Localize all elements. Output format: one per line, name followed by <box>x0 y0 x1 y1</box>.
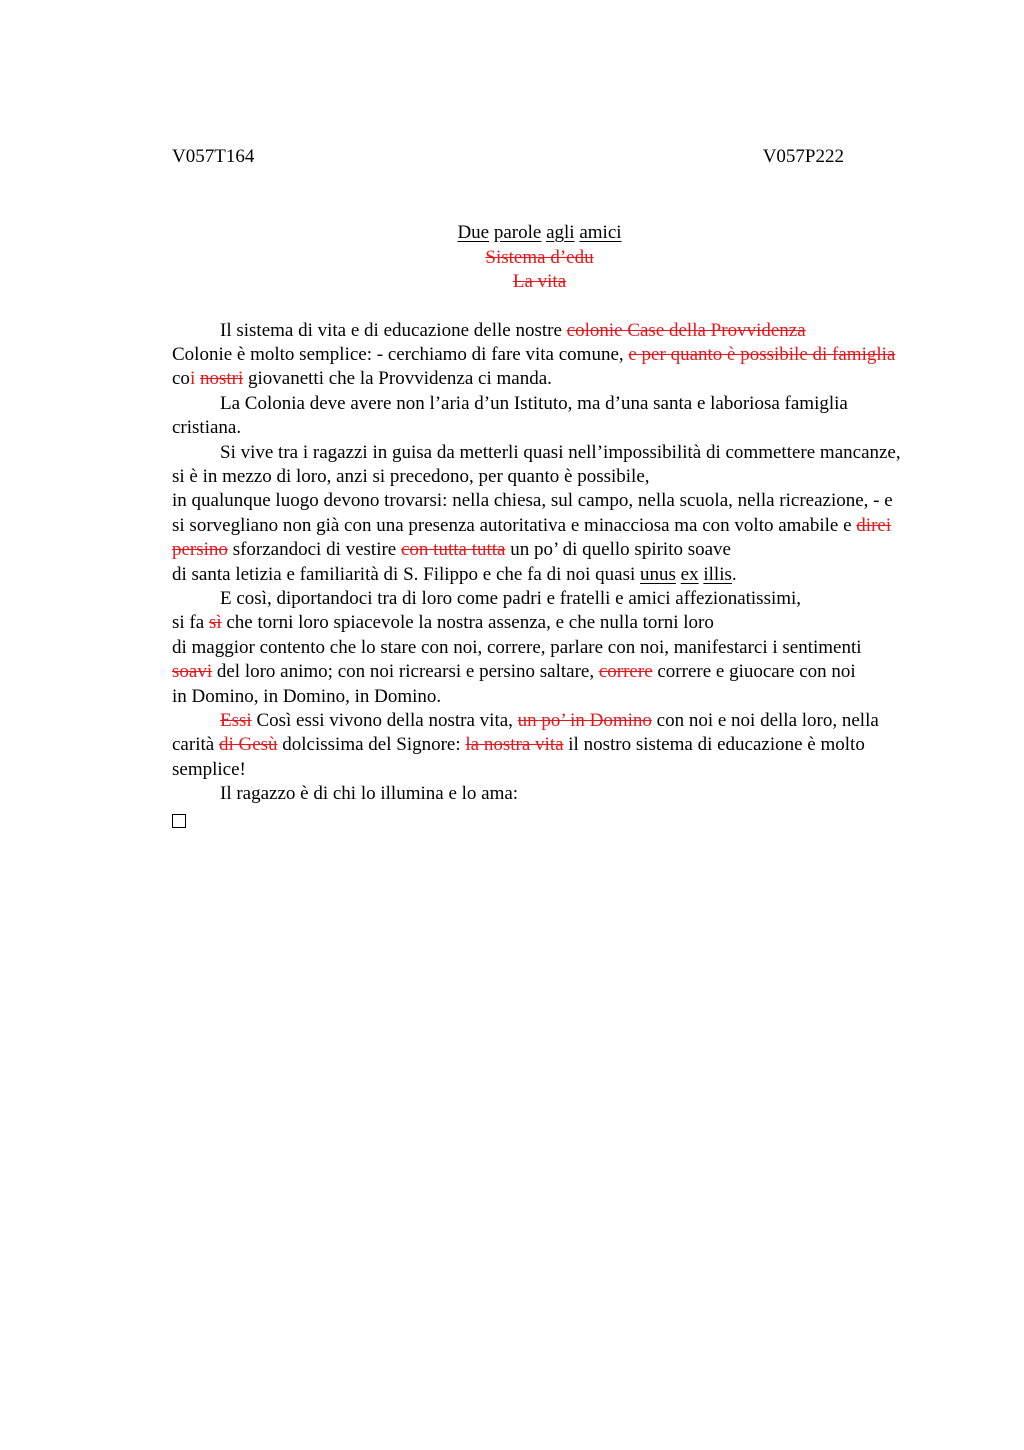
title-word: parole <box>493 222 542 243</box>
paragraph-6: Il ragazzo è di chi lo illumina e lo ama: <box>220 783 519 805</box>
document-body <box>172 319 907 836</box>
deleted-text: e per quanto è possibile di famiglia <box>628 343 896 365</box>
document-code-right: V057P222 <box>762 146 844 167</box>
text-run: Il sistema di vita e di educazione delle nostre <box>220 319 567 341</box>
document-code-left: V057T164 <box>172 146 255 167</box>
deleted-text: colonie Case della Provvidenza <box>566 319 806 341</box>
text-run: del loro animo; con noi ricrearsi e persino saltare, <box>212 661 599 683</box>
text-run: dolcissima del Signore: <box>277 734 466 756</box>
latin-word: unus <box>640 563 676 585</box>
text-run: Colonie è molto semplice: - cerchiamo di fare vita comune, <box>172 343 629 365</box>
paragraph-2: La Colonia deve avere non l’aria d’un Istituto, ma d’una santa e laboriosa famiglia cristiana. <box>172 392 848 439</box>
text-run: un po’ di quello spirito soave <box>505 539 731 561</box>
latin-word: ex <box>680 563 699 585</box>
text-run: E così, diportandoci tra di loro come padri e fratelli e amici affezionatissimi, <box>220 587 802 609</box>
text-run: Si vive tra i ragazzi in guisa da metterli quasi nell’impossibilità di commettere mancanze, si è in mezzo di loro, anzi si precedono, per quanto è possibile, <box>172 441 901 487</box>
text-run: . <box>731 563 737 585</box>
deleted-text: correre <box>598 661 653 683</box>
paragraph-5 <box>172 709 907 782</box>
text-run: con noi e noi della loro, nella carità <box>172 710 879 756</box>
text-run: di maggior contento che lo stare con noi, correre, parlare con noi, manifestarci i sentimenti <box>172 636 862 658</box>
text-run: correre e giuocare con noi <box>652 661 856 683</box>
deleted-text: nostri <box>199 368 244 390</box>
deleted-title-line: Sistema d’edu <box>485 246 594 268</box>
deleted-text: un po’ in Domino <box>517 710 652 731</box>
deleted-title-line: La vita <box>512 271 567 292</box>
latin-word: illis <box>703 563 732 585</box>
paragraph-4 <box>172 587 907 709</box>
deleted-text: soavi <box>172 661 213 683</box>
title-word: Due <box>457 222 490 243</box>
deleted-text: la nostra vita <box>465 734 564 756</box>
checkbox-square-icon <box>172 807 907 835</box>
text-run: che torni loro spiacevole la nostra assenza, e che nulla torni loro <box>221 612 714 634</box>
text-run: in qualunque luogo devono trovarsi: nella chiesa, sul campo, nella scuola, nella ricreazione, - e si sorvegliano non già con una presenza autoritativa e minacciosa ma con volto amabile e <box>172 490 893 536</box>
document-page <box>172 145 907 835</box>
title-block <box>172 221 907 295</box>
text-run: di santa letizia e familiarità di S. Filippo e che fa di noi quasi <box>172 563 641 585</box>
deleted-text: con tutta tutta <box>401 539 506 561</box>
document-title <box>172 221 907 246</box>
deleted-text: sì <box>208 612 222 634</box>
paragraph-3 <box>172 441 907 587</box>
text-run: giovanetti che la Provvidenza ci manda. <box>243 368 552 390</box>
text-run: sforzandoci di vestire <box>227 539 401 561</box>
title-word: agli <box>546 222 575 243</box>
text-run: co <box>172 368 190 390</box>
paragraph-1 <box>172 319 907 392</box>
deleted-text: Essi <box>220 710 252 731</box>
deleted-text: direi persino <box>172 514 892 561</box>
page-header <box>172 145 907 169</box>
text-run: il nostro sistema di educazione è molto semplice! <box>172 734 865 780</box>
text-run: in Domino, in Domino, in Domino. <box>172 685 442 707</box>
text-run: Così essi vivono della nostra vita, <box>251 710 518 731</box>
title-word: amici <box>579 222 622 243</box>
text-run: si fa <box>172 612 209 634</box>
inserted-text: i <box>189 368 196 390</box>
deleted-text: di Gesù <box>218 734 278 756</box>
